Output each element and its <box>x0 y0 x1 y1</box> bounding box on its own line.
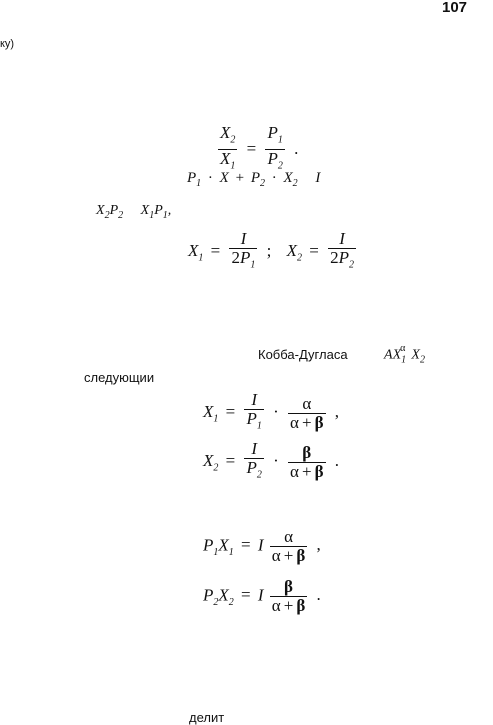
text-following: следующии <box>84 370 155 385</box>
equation-expenditure-1: $P_1X_1 = I$ $\frac{\alpha}{\alpha + \beta}$ , <box>203 527 321 565</box>
equation-ratio: $\frac{X_2}{X_1}$ = $\frac{P_1}{P_2}$ . <box>220 123 299 172</box>
equation-cd-x1: $X_1$ = $\frac{I}{P_1}$ · $\frac{\alpha}{\alpha + \beta}$ , <box>203 390 340 432</box>
text-cobb-douglas: Кобба-Дугласа <box>258 347 348 362</box>
equation-products: $X_2P_2$ $X_1P_1$, <box>96 203 172 221</box>
equation-budget: $P_1 \cdot X + P_2 \cdot X_2$ I <box>187 170 321 189</box>
text-bottom: делит <box>189 710 225 725</box>
margin-fragment: ку) <box>0 38 15 50</box>
cobb-douglas-function: $AX_1^\alpha$ $X_2$ <box>384 343 425 366</box>
equation-demand-linear: $X_1$ = $\frac{I}{2P_1}$ ; $X_2$ = $\frac{I}{2P_2}$ <box>188 229 354 271</box>
page-number: 107 <box>442 0 468 16</box>
equation-expenditure-2: $P_2X_2 = I$ $\frac{\beta}{\alpha + \beta}$ . <box>203 577 321 615</box>
equation-cd-x2: $X_2$ = $\frac{I}{P_2}$ · $\frac{\beta}{\alpha + \beta}$ . <box>203 439 340 481</box>
